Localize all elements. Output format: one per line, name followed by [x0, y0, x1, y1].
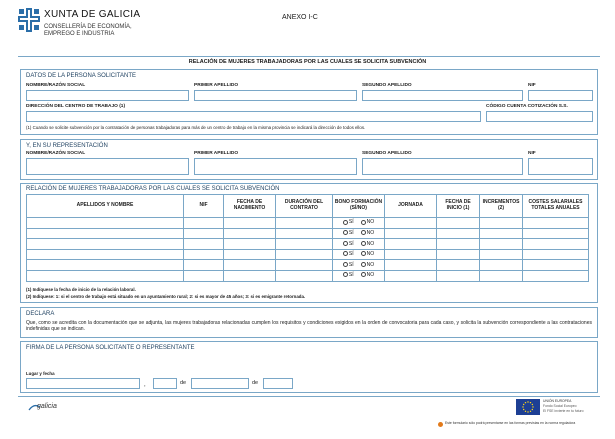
bonus-no-radio[interactable]: [361, 220, 366, 225]
galicia-logo-text: galicia: [37, 403, 57, 410]
eu-star: [527, 411, 528, 412]
eu-line-1: UNIÓN EUROPEA: [543, 399, 572, 403]
col-increments: INCREMENTOS (2): [480, 195, 523, 218]
worker-duration-cell[interactable]: [276, 260, 333, 271]
eu-stars-icon: [516, 399, 540, 415]
eu-line-2: Fondo Social Europeo: [543, 404, 577, 408]
applicant-name-input[interactable]: [26, 90, 189, 101]
worker-workday-cell[interactable]: [385, 249, 437, 260]
worker-costs-cell[interactable]: [523, 270, 589, 281]
place-date-label: Lugar y fecha: [26, 371, 55, 376]
workers-table-header: [27, 195, 589, 218]
applicant-footnote: (1) Cuando se solicite subvención por la contratación de personas trabajadoras para más de un centro de trabajo en la misma provincia se indicará la dirección de todos ellos.: [26, 125, 366, 130]
rep-nif-label: NIF: [528, 151, 536, 156]
col-duration: DURACIÓN DEL CONTRATO: [276, 195, 333, 218]
worker-duration-cell[interactable]: [276, 218, 333, 229]
department-line-2: EMPREGO E INDUSTRIA: [44, 31, 115, 37]
worker-start-cell[interactable]: [437, 218, 480, 229]
bonus-no-label: NO: [366, 240, 375, 247]
eu-star: [530, 402, 531, 403]
worker-birth-cell[interactable]: [224, 270, 276, 281]
worker-nif-cell[interactable]: [184, 228, 224, 239]
applicant-nif-label: NIF: [528, 83, 536, 88]
eu-star: [530, 411, 531, 412]
declaration-title: DECLARA: [26, 311, 55, 317]
worker-start-cell[interactable]: [437, 270, 480, 281]
bonus-yes-label: SÍ: [348, 219, 354, 226]
representative-section-title: Y, EN SU REPRESENTACIÓN: [26, 143, 108, 149]
worker-row: [27, 249, 589, 260]
workers-section-title: RELACIÓN DE MUJERES TRABAJADORAS POR LAS CUALES SE SOLICITA SUBVENCIÓN: [26, 186, 280, 192]
bonus-yes-radio[interactable]: [343, 220, 348, 225]
ccc-label: CÓDIGO CUENTA COTIZACIÓN S.S.: [486, 104, 568, 109]
worker-row: [27, 270, 589, 281]
worker-costs-cell[interactable]: [523, 228, 589, 239]
worker-increments-cell[interactable]: [480, 249, 523, 260]
worker-costs-cell[interactable]: [523, 260, 589, 271]
footer-notice-box: [438, 421, 600, 435]
rep-name-input[interactable]: [26, 158, 189, 175]
bonus-yes-radio[interactable]: [343, 251, 348, 256]
eu-star: [525, 402, 526, 403]
col-nif: NIF: [184, 195, 224, 218]
eu-line-3: El FSE invierte en tu futuro: [543, 409, 584, 413]
rep-second-surname-label: SEGUNDO APELLIDO: [362, 151, 412, 156]
bonus-yes-radio[interactable]: [343, 230, 348, 235]
col-birth-date: FECHA DE NACIMIENTO: [224, 195, 276, 218]
ccc-input[interactable]: [486, 111, 593, 122]
declaration-text: Que, como se acredita con la documentación que se adjunta, las mujeres trabajadoras relacionadas cumplen los requisitos y condiciones exigidos en la orden de convocatoria para cada caso, y solicita la subvención correspondiente a las contrataciones indefinidas que se indican.: [26, 320, 592, 333]
worker-start-cell[interactable]: [437, 228, 480, 239]
worker-bonus-cell: [333, 249, 385, 260]
year-input[interactable]: [263, 378, 293, 389]
worker-start-cell[interactable]: [437, 249, 480, 260]
de-label-2: de: [252, 380, 259, 386]
worker-row: [27, 239, 589, 250]
worker-birth-cell[interactable]: [224, 239, 276, 250]
applicant-name-label: NOMBRE/RAZÓN SOCIAL: [26, 83, 86, 88]
workplace-address-input[interactable]: [26, 111, 481, 122]
bonus-no-radio[interactable]: [361, 241, 366, 246]
worker-workday-cell[interactable]: [385, 218, 437, 229]
department-line-1: CONSELLERÍA DE ECONOMÍA,: [44, 24, 132, 30]
eu-star: [532, 404, 533, 405]
eu-star: [523, 404, 524, 405]
worker-bonus-cell: [333, 218, 385, 229]
bonus-no-label: NO: [366, 251, 375, 258]
eu-star: [532, 409, 533, 410]
worker-increments-cell[interactable]: [480, 270, 523, 281]
month-input[interactable]: [191, 378, 249, 389]
title-rule: [18, 56, 600, 57]
eu-star: [532, 406, 533, 407]
worker-birth-cell[interactable]: [224, 249, 276, 260]
bonus-yes-radio[interactable]: [343, 241, 348, 246]
worker-birth-cell[interactable]: [224, 260, 276, 271]
worker-bonus-cell: [333, 228, 385, 239]
worker-increments-cell[interactable]: [480, 260, 523, 271]
bonus-no-radio[interactable]: [361, 272, 366, 277]
applicant-second-surname-input[interactable]: [362, 90, 523, 101]
worker-row: [27, 260, 589, 271]
eu-flag: [516, 399, 540, 415]
applicant-nif-input[interactable]: [528, 90, 593, 101]
bonus-yes-label: SÍ: [348, 272, 354, 279]
worker-start-cell[interactable]: [437, 260, 480, 271]
worker-row: [27, 218, 589, 229]
worker-names-cell[interactable]: [27, 249, 184, 260]
worker-nif-cell[interactable]: [184, 260, 224, 271]
worker-bonus-cell: [333, 270, 385, 281]
worker-nif-cell[interactable]: [184, 239, 224, 250]
worker-bonus-cell: [333, 239, 385, 250]
bonus-no-label: NO: [366, 229, 375, 236]
worker-names-cell[interactable]: [27, 270, 184, 281]
rep-second-surname-input[interactable]: [362, 158, 523, 175]
worker-duration-cell[interactable]: [276, 239, 333, 250]
bonus-yes-radio[interactable]: [343, 262, 348, 267]
bonus-no-label: NO: [366, 219, 375, 226]
workers-footnote-2: (2) Indíquese: 1: si el centro de trabajo está situado en un ayuntamiento rural; 2: si es mayor de 45 años; 3: si es emigrante retornada.: [26, 294, 306, 299]
bonus-no-label: NO: [366, 261, 375, 268]
worker-duration-cell[interactable]: [276, 249, 333, 260]
workers-footnote-1: (1) Indíquese la fecha de inicio de la relación laboral.: [26, 287, 136, 292]
worker-increments-cell[interactable]: [480, 218, 523, 229]
worker-workday-cell[interactable]: [385, 270, 437, 281]
col-names: APELLIDOS Y NOMBRE: [27, 195, 184, 218]
bonus-no-radio[interactable]: [361, 262, 366, 267]
de-label-1: de: [180, 380, 187, 386]
worker-workday-cell[interactable]: [385, 260, 437, 271]
signature-title: FIRMA DE LA PERSONA SOLICITANTE O REPRESENTANTE: [26, 345, 195, 351]
applicant-first-surname-input[interactable]: [194, 90, 357, 101]
annex-title: ANEXO I-C: [282, 14, 318, 21]
worker-bonus-cell: [333, 260, 385, 271]
xunta-cross-icon: [18, 8, 40, 32]
rep-nif-input[interactable]: [528, 158, 593, 175]
worker-birth-cell[interactable]: [224, 228, 276, 239]
worker-row: [27, 228, 589, 239]
bonus-yes-label: SÍ: [348, 229, 354, 236]
workplace-address-label: DIRECCIÓN DEL CENTRO DE TRABAJO (1): [26, 104, 126, 109]
eu-star: [523, 409, 524, 410]
workers-table: [26, 194, 589, 282]
warning-icon: [438, 422, 443, 427]
worker-birth-cell[interactable]: [224, 218, 276, 229]
bonus-yes-label: SÍ: [348, 261, 354, 268]
rep-name-label: NOMBRE/RAZÓN SOCIAL: [26, 151, 86, 156]
xunta-logo: [18, 8, 40, 32]
col-start-date: FECHA DE INICIO (1): [437, 195, 480, 218]
worker-start-cell[interactable]: [437, 239, 480, 250]
worker-names-cell[interactable]: [27, 239, 184, 250]
rep-first-surname-label: PRIMER APELLIDO: [194, 151, 239, 156]
bonus-yes-label: SÍ: [348, 251, 354, 258]
worker-costs-cell[interactable]: [523, 218, 589, 229]
worker-costs-cell[interactable]: [523, 249, 589, 260]
eu-star: [527, 401, 528, 402]
worker-names-cell[interactable]: [27, 218, 184, 229]
bonus-no-radio[interactable]: [361, 251, 366, 256]
brand-name: XUNTA DE GALICIA: [44, 9, 141, 20]
worker-workday-cell[interactable]: [385, 228, 437, 239]
form-title: RELACIÓN DE MUJERES TRABAJADORAS POR LAS CUALES SE SOLICITA SUBVENCIÓN: [188, 59, 427, 65]
worker-workday-cell[interactable]: [385, 239, 437, 250]
worker-duration-cell[interactable]: [276, 228, 333, 239]
col-costs: COSTES SALARIALES TOTALES ANUALES: [523, 195, 589, 218]
place-comma: ,: [144, 382, 146, 388]
col-workday: JORNADA: [385, 195, 437, 218]
applicant-section-title: DATOS DE LA PERSONA SOLICITANTE: [26, 73, 137, 79]
worker-nif-cell[interactable]: [184, 270, 224, 281]
bonus-yes-radio[interactable]: [343, 272, 348, 277]
eu-star: [522, 406, 523, 407]
worker-nif-cell[interactable]: [184, 249, 224, 260]
rep-first-surname-input[interactable]: [194, 158, 357, 175]
footer-notice: Este formulario sólo podrá presentarse en las formas previstas en la norma reguladora: [445, 421, 576, 425]
worker-duration-cell[interactable]: [276, 270, 333, 281]
worker-names-cell[interactable]: [27, 228, 184, 239]
bonus-yes-label: SÍ: [348, 240, 354, 247]
day-input[interactable]: [153, 378, 177, 389]
place-input[interactable]: [26, 378, 140, 389]
col-bonus: BONO FORMACIÓN (SÍ/NO): [333, 195, 385, 218]
footer-rule: [18, 396, 600, 397]
worker-increments-cell[interactable]: [480, 228, 523, 239]
worker-increments-cell[interactable]: [480, 239, 523, 250]
applicant-first-surname-label: PRIMER APELLIDO: [194, 83, 239, 88]
worker-names-cell[interactable]: [27, 260, 184, 271]
eu-star: [525, 411, 526, 412]
bonus-no-label: NO: [366, 272, 375, 279]
bonus-no-radio[interactable]: [361, 230, 366, 235]
worker-costs-cell[interactable]: [523, 239, 589, 250]
galicia-logo: [28, 400, 68, 412]
applicant-second-surname-label: SEGUNDO APELLIDO: [362, 83, 412, 88]
worker-nif-cell[interactable]: [184, 218, 224, 229]
